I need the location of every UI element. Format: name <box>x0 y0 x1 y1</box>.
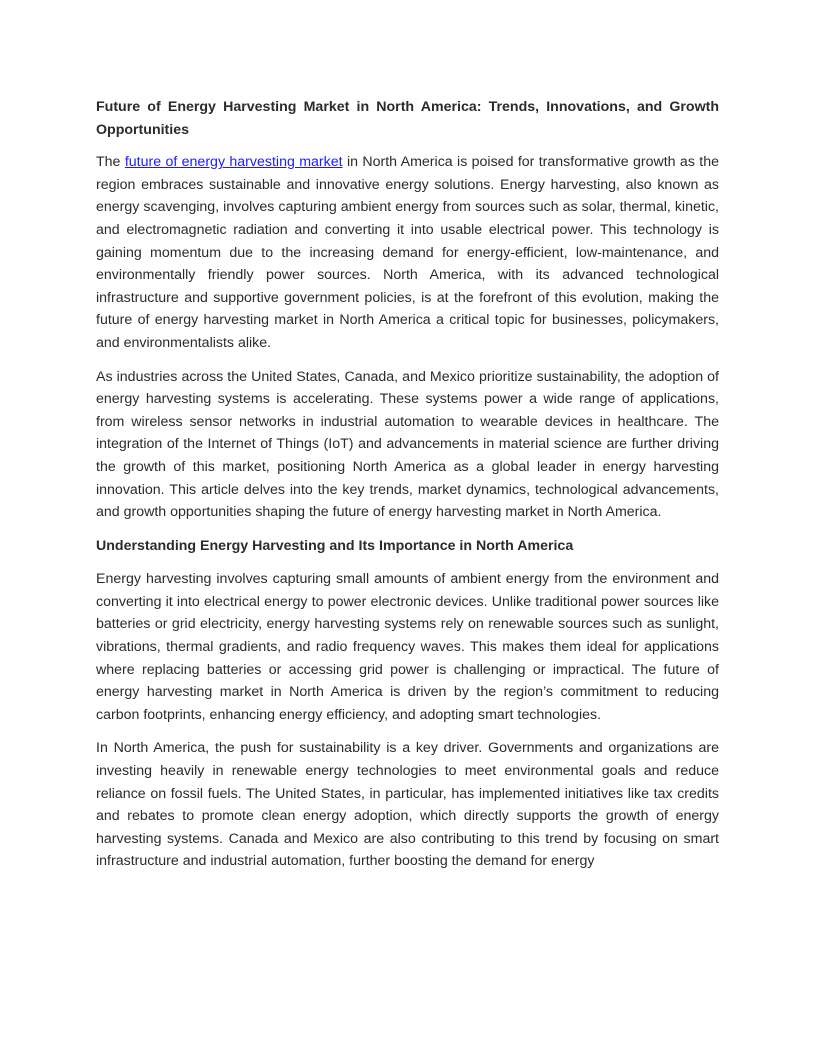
intro-before-link: The <box>96 154 125 171</box>
intro-paragraph <box>96 151 719 354</box>
paragraph-understanding: Energy harvesting involves capturing small amounts of ambient energy from the environment and converting it into electrical energy to power electronic devices. Unlike traditional power sources like batteries or grid electricity, energy harvesting systems rely on renewable sources such as sunlight, vibrations, thermal gradients, and radio frequency waves. This makes them ideal for applications where replacing batteries or accessing grid power is challenging or impractical. The future of energy harvesting market in North America is driven by the region’s commitment to reducing carbon footprints, enhancing energy efficiency, and adopting smart technologies. <box>96 571 719 723</box>
intro-after-link: in North America is poised for transformative growth as the region embraces sustainable and innovative energy solutions. Energy harvesting, also known as energy scavenging, involves capturing ambient energy from sources such as solar, thermal, kinetic, and electromagnetic radiation and converting it into usable electrical power. This technology is gaining momentum due to the increasing demand for energy-efficient, low-maintenance, and environmentally friendly power sources. North America, with its advanced technological infrastructure and supportive government policies, is at the forefront of this evolution, making the future of energy harvesting market in North America a critical topic for businesses, policymakers, and environmentalists alike. <box>96 154 720 351</box>
paragraph-adoption: As industries across the United States, Canada, and Mexico prioritize sustainability, the adoption of energy harvesting systems is accelerating. These systems power a wide range of applications, from wireless sensor networks in industrial automation to wearable devices in healthcare. The integration of the Internet of Things (IoT) and advancements in material science are further driving the growth of this market, positioning North America as a global leader in energy harvesting innovation. This article delves into the key trends, market dynamics, technological advancements, and growth opportunities shaping the future of energy harvesting market in North America. <box>96 368 719 521</box>
paragraph-sustainability: In North America, the push for sustainability is a key driver. Governments and organizations are investing heavily in renewable energy technologies to meet environmental goals and reduce reliance on fossil fuels. The United States, in particular, has implemented initiatives like tax credits and rebates to promote clean energy adoption, which directly supports the growth of energy harvesting systems. Canada and Mexico are also contributing to this trend by focusing on smart infrastructure and industrial automation, further boosting the demand for energy <box>96 740 719 870</box>
section-heading: Understanding Energy Harvesting and Its Importance in North America <box>96 537 574 554</box>
market-link[interactable]: future of energy harvesting market <box>124 154 343 171</box>
document-page <box>96 96 719 884</box>
document-title: Future of Energy Harvesting Market in North America: Trends, Innovations, and Growth Opportunities <box>96 99 719 138</box>
